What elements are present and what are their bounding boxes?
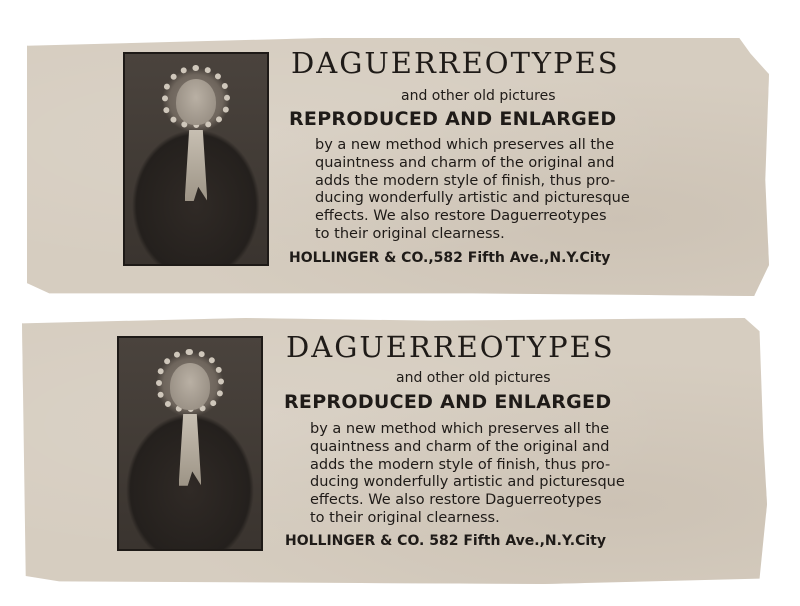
card-body xyxy=(315,137,715,244)
body-line: to their original clearness. xyxy=(315,225,505,242)
portrait-photograph xyxy=(123,52,269,266)
card-title: DAGUERREOTYPES xyxy=(286,330,615,364)
body-line: quaintness and charm of the original and xyxy=(310,438,610,455)
ribbon-detail xyxy=(185,130,208,201)
body-line: by a new method which preserves all the xyxy=(310,421,610,437)
body-line: quaintness and charm of the original and xyxy=(315,154,615,171)
card-headline: REPRODUCED AND ENLARGED xyxy=(284,391,612,413)
card-subtitle: and other old pictures xyxy=(396,370,551,386)
card-address: HOLLINGER & CO. 582 Fifth Ave.,N.Y.City xyxy=(285,533,606,549)
body-line: to their original clearness. xyxy=(310,509,500,526)
face-detail xyxy=(170,363,210,409)
body-line: ducing wonderfully artistic and picturesque xyxy=(315,190,630,207)
ribbon-detail xyxy=(179,414,202,486)
body-line: adds the modern style of finish, thus pro- xyxy=(315,172,616,189)
card-headline: REPRODUCED AND ENLARGED xyxy=(289,108,617,130)
face-detail xyxy=(176,79,216,125)
body-line: ducing wonderfully artistic and picturesque xyxy=(310,474,625,491)
body-line: effects. We also restore Daguerreotypes xyxy=(310,492,602,509)
card-body xyxy=(310,421,710,528)
body-line: effects. We also restore Daguerreotypes xyxy=(315,208,607,225)
card-address: HOLLINGER & CO.,582 Fifth Ave.,N.Y.City xyxy=(289,250,611,266)
card-title: DAGUERREOTYPES xyxy=(291,46,620,80)
body-line: by a new method which preserves all the xyxy=(315,137,615,153)
portrait-photograph xyxy=(117,336,263,551)
card-subtitle: and other old pictures xyxy=(401,88,556,104)
body-line: adds the modern style of finish, thus pro- xyxy=(310,456,611,473)
